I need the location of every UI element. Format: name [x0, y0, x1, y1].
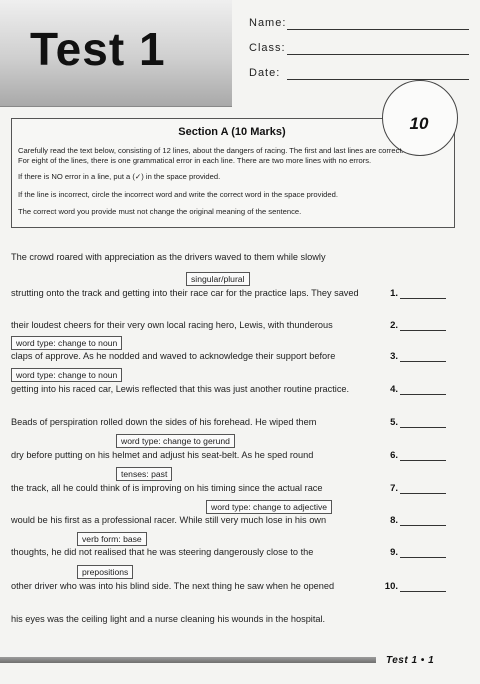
footer-bar — [0, 657, 376, 663]
question-number: 8. — [390, 515, 398, 526]
instruction-line: Carefully read the text below, consisting of 12 lines, about the dangers of racing. The first and last lines are correct. — [18, 146, 404, 155]
page-footer: Test 1 • 1 — [386, 655, 435, 666]
passage-line: getting into his raced car, Lewis reflected that this was just another routine practice. — [11, 384, 350, 394]
answer-line[interactable] — [400, 330, 446, 331]
question-number: 2. — [390, 320, 398, 331]
class-label: Class: — [249, 42, 286, 54]
hint-box: word type: change to adjective — [206, 500, 332, 514]
answer-line[interactable] — [400, 493, 446, 494]
date-line[interactable] — [287, 79, 469, 80]
instruction-line: If the line is incorrect, circle the incorrect word and write the correct word in the space provided. — [18, 190, 338, 199]
hint-box: word type: change to gerund — [116, 434, 235, 448]
hint-box: word type: change to noun — [11, 368, 122, 382]
answer-line[interactable] — [400, 525, 446, 526]
question-number: 9. — [390, 547, 398, 558]
passage-line: thoughts, he did not realised that he was steering dangerously close to the — [11, 547, 314, 557]
passage-line: dry before putting on his helmet and adjust his seat-belt. As he sped round — [11, 450, 314, 460]
hint-box: tenses: past — [116, 467, 172, 481]
answer-line[interactable] — [400, 361, 446, 362]
passage-line: Beads of perspiration rolled down the sides of his forehead. He wiped them — [11, 417, 317, 427]
class-line[interactable] — [287, 54, 469, 55]
total-score: 10 — [409, 114, 429, 133]
name-label: Name: — [249, 17, 287, 29]
instruction-line: The correct word you provide must not change the original meaning of the sentence. — [18, 207, 302, 216]
answer-line[interactable] — [400, 557, 446, 558]
hint-box: prepositions — [77, 565, 133, 579]
passage-line: would be his first as a professional racer. While still very much lose in his own — [11, 515, 327, 525]
passage-line: the track, all he could think of is improving on his timing since the actual race — [11, 483, 323, 493]
test-title: Test 1 — [30, 23, 166, 75]
instruction-line: If there is NO error in a line, put a (✓) in the space provided. — [18, 172, 221, 181]
passage-line: their loudest cheers for their very own local racing hero, Lewis, with thunderous — [11, 320, 333, 330]
hint-box: verb form: base — [77, 532, 147, 546]
question-number: 10. — [384, 581, 398, 592]
question-number: 4. — [390, 384, 398, 395]
answer-line[interactable] — [400, 298, 446, 299]
question-number: 6. — [390, 450, 398, 461]
answer-line[interactable] — [400, 591, 446, 592]
question-number: 3. — [390, 351, 398, 362]
passage-line: other driver who was into his blind side. The next thing he saw when he opened — [11, 581, 335, 591]
instruction-line: For eight of the lines, there is one grammatical error in each line. There are two more lines with no errors. — [18, 156, 372, 165]
section-title: Section A (10 Marks) — [178, 126, 286, 138]
answer-line[interactable] — [400, 427, 446, 428]
hint-box: word type: change to noun — [11, 336, 122, 350]
answer-line[interactable] — [400, 394, 446, 395]
hint-box: singular/plural — [186, 272, 250, 286]
passage-line: strutting onto the track and getting into their race car for the practice laps. They saved — [11, 288, 359, 298]
passage-line: his eyes was the ceiling light and a nurse cleaning his wounds in the hospital. — [11, 614, 326, 624]
answer-line[interactable] — [400, 460, 446, 461]
question-number: 1. — [390, 288, 398, 299]
passage-line: The crowd roared with appreciation as the drivers waved to them while slowly — [11, 252, 326, 262]
question-number: 5. — [390, 417, 398, 428]
question-number: 7. — [390, 483, 398, 494]
passage-line: claps of approve. As he nodded and waved to acknowledge their support before — [11, 351, 336, 361]
date-label: Date: — [249, 67, 281, 79]
name-line[interactable] — [287, 29, 469, 30]
